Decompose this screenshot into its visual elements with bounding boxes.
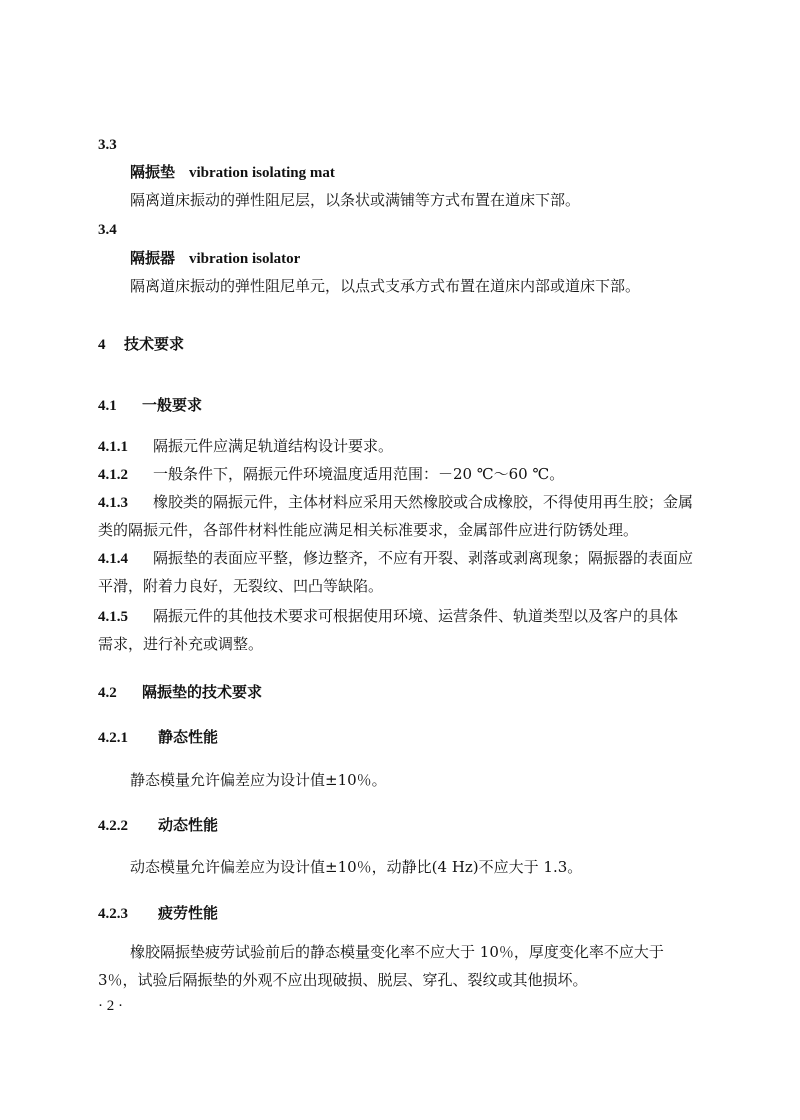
section-4-1-2 (98, 464, 564, 485)
section-4-2-2-text: 动态模量允许偏差应为设计值±10％，动静比(4 Hz)不应大于 1.3。 (130, 858, 583, 876)
section-4-2-3-text-line2: 3％，试验后隔振垫的外观不应出现破损、脱层、穿孔、裂纹或其他损坏。 (98, 971, 588, 989)
section-4-1-4-text-line1: 隔振垫的表面应平整，修边整齐，不应有开裂、剥落或剥离现象；隔振器的表面应 (153, 549, 694, 567)
section-4-1-1-number: 4.1.1 (98, 439, 128, 455)
term-cn-vibration-isolating-mat: 隔振垫 (130, 163, 176, 181)
section-4-1-title: 一般要求 (142, 396, 203, 414)
section-4-2-number: 4.2 (98, 685, 117, 701)
section-4-2-1-number: 4.2.1 (98, 730, 128, 746)
page-number: · 2 · (98, 998, 123, 1014)
section-3-4-number: 3.4 (98, 222, 117, 238)
section-4-2-2-number: 4.2.2 (98, 818, 128, 834)
section-3-4-definition: 隔离道床振动的弹性阻尼单元，以点式支承方式布置在道床内部或道床下部。 (130, 277, 641, 295)
section-4-heading (98, 334, 184, 355)
section-4-2-3-text-line1: 橡胶隔振垫疲劳试验前后的静态模量变化率不应大于 10％，厚度变化率不应大于 (130, 943, 664, 961)
section-4-1-3-number: 4.1.3 (98, 495, 128, 511)
section-4-1-5-text-line1: 隔振元件的其他技术要求可根据使用环境、运营条件、轨道类型以及客户的具体 (153, 607, 679, 625)
section-4-1-5-text-line2: 需求，进行补充或调整。 (98, 635, 264, 653)
section-4-1-2-number: 4.1.2 (98, 467, 128, 483)
term-en-vibration-isolator: vibration isolator (189, 251, 301, 267)
section-4-2-3-heading (98, 903, 218, 924)
section-4-1-4-line1 (98, 548, 693, 569)
section-3-3-term (130, 162, 335, 183)
section-4-1-2-text: 一般条件下，隔振元件环境温度适用范围：－20 ℃～60 ℃。 (153, 465, 565, 483)
section-4-1-5-line1 (98, 606, 678, 627)
section-4-2-1-heading (98, 727, 218, 748)
section-4-1-4-number: 4.1.4 (98, 551, 128, 567)
section-4-2-heading (98, 682, 262, 703)
section-4-1-number: 4.1 (98, 398, 117, 414)
section-4-1-1-text: 隔振元件应满足轨道结构设计要求。 (153, 437, 394, 455)
section-4-1-5-number: 4.1.5 (98, 609, 128, 625)
section-4-2-2-title: 动态性能 (158, 816, 219, 834)
section-3-3-definition: 隔离道床振动的弹性阻尼层，以条状或满铺等方式布置在道床下部。 (130, 191, 581, 209)
term-en-vibration-isolating-mat: vibration isolating mat (189, 165, 335, 181)
section-4-1-3-text-line2: 类的隔振元件，各部件材料性能应满足相关标准要求，金属部件应进行防锈处理。 (98, 521, 639, 539)
term-cn-vibration-isolator: 隔振器 (130, 249, 176, 267)
section-4-2-2-heading (98, 815, 218, 836)
section-4-number: 4 (98, 337, 106, 353)
section-4-1-heading (98, 395, 202, 416)
section-4-2-title: 隔振垫的技术要求 (142, 683, 263, 701)
section-3-3-number: 3.3 (98, 137, 117, 153)
section-4-2-3-number: 4.2.3 (98, 906, 128, 922)
section-4-1-4-text-line2: 平滑，附着力良好，无裂纹、凹凸等缺陷。 (98, 577, 384, 595)
section-4-1-3-line1 (98, 492, 693, 513)
section-4-2-3-title: 疲劳性能 (158, 904, 219, 922)
section-4-1-1 (98, 436, 393, 457)
section-4-1-3-text-line1: 橡胶类的隔振元件，主体材料应采用天然橡胶或合成橡胶，不得使用再生胶；金属 (153, 493, 694, 511)
section-3-4-term (130, 248, 300, 269)
section-4-title: 技术要求 (124, 335, 185, 353)
section-4-2-1-text: 静态模量允许偏差应为设计值±10％。 (130, 771, 387, 789)
section-4-2-1-title: 静态性能 (158, 728, 219, 746)
